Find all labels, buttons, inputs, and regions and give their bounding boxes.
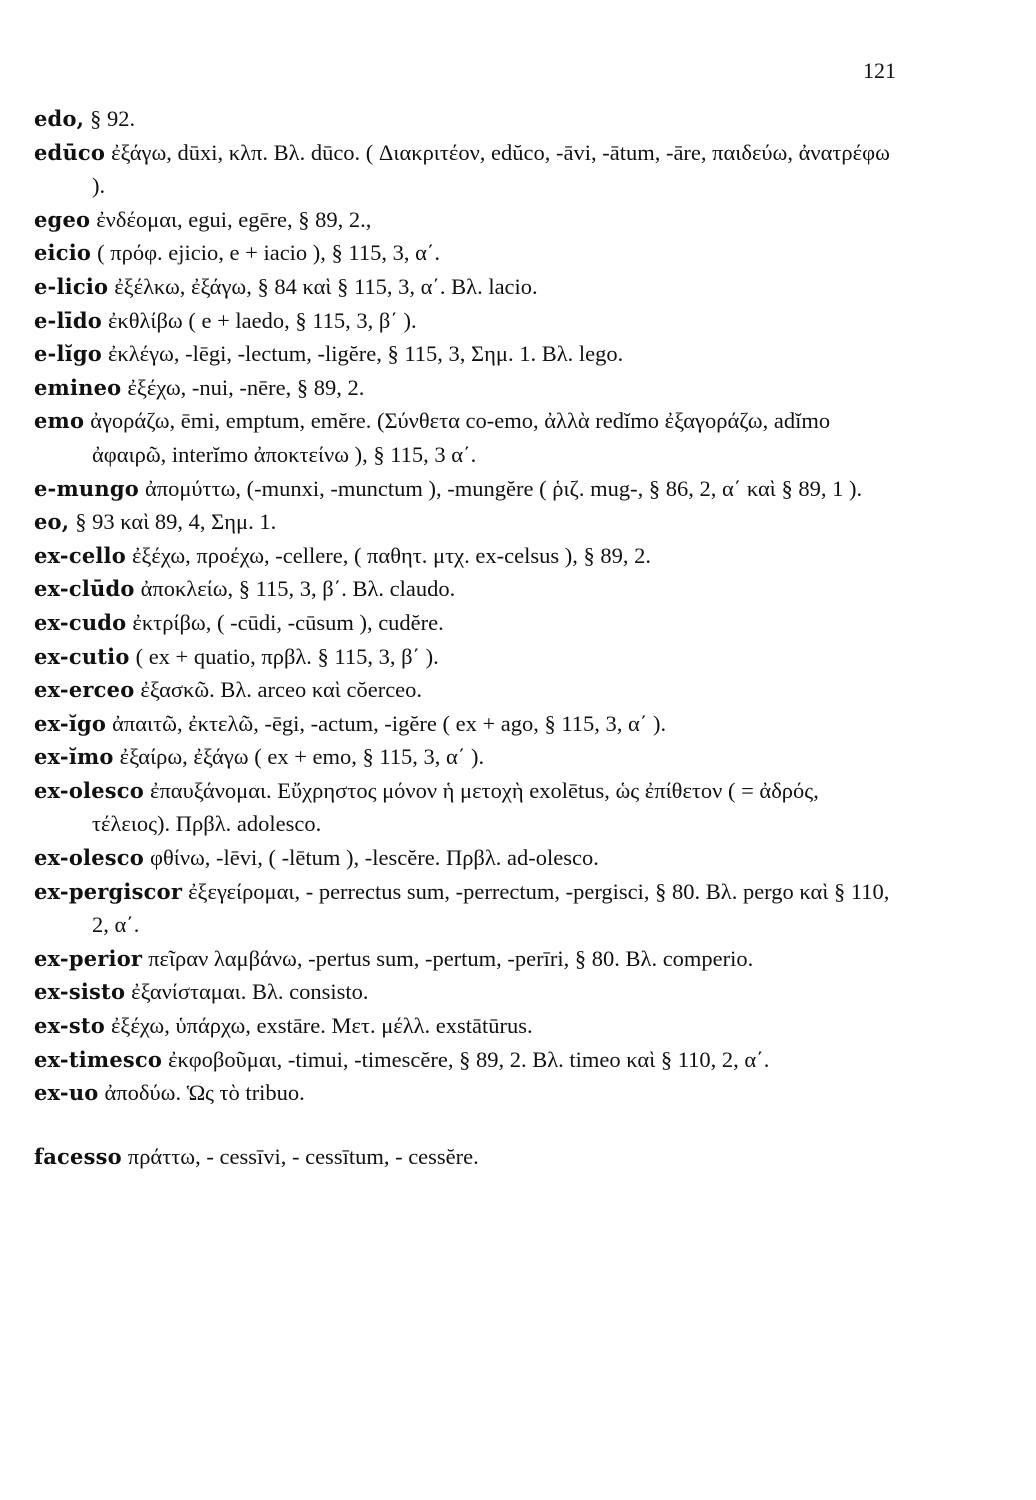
- headword: ex-sto: [34, 1013, 105, 1039]
- entry-ex-olesco-1: [34, 774, 900, 841]
- entry-eo: [34, 505, 900, 539]
- entry-ex-perior: [34, 942, 900, 976]
- entry-ex-cludo: [34, 572, 900, 606]
- headword: ex-clūdo: [34, 576, 135, 602]
- entry-ex-sto: [34, 1009, 900, 1043]
- entry-e-licio: [34, 270, 900, 304]
- headword: ex-cello: [34, 542, 126, 568]
- definition: ἐξασκῶ. Βλ. arceo καὶ cŏerceo.: [140, 677, 423, 703]
- headword: eicio: [34, 240, 92, 266]
- headword: ex-cutio: [34, 643, 130, 669]
- entry-ex-cello: [34, 539, 900, 573]
- definition: ἀγοράζω, ēmi, emptum, emĕre. (Σύνθετα co-emo, ἀλλὰ redĭmo ἐξαγοράζω, adĭmo ἀφαιρῶ, interĭmo ἀποκτείνω ), § 115, 3 α΄.: [90, 408, 831, 467]
- definition: ἀπαιτῶ, ἐκτελῶ, -ēgi, -actum, -igĕre ( ex + ago, § 115, 3, α΄ ).: [112, 710, 667, 736]
- headword: ex-cudo: [34, 609, 127, 635]
- entry-e-ligo: [34, 337, 900, 371]
- entry-ex-sisto: [34, 975, 900, 1009]
- headword: ex-erceo: [34, 677, 135, 703]
- entry-ex-igo: [34, 707, 900, 741]
- entry-ex-cutio: [34, 640, 900, 674]
- definition: ἐκλέγω, -lēgi, -lectum, -ligĕre, § 115, 3, Σημ. 1. Βλ. lego.: [107, 341, 624, 367]
- entry-facesso: [34, 1140, 900, 1174]
- definition: ἀποδύω. Ὡς τὸ tribuo.: [104, 1080, 305, 1106]
- definition: ἀποκλείω, § 115, 3, β΄. Βλ. claudo.: [140, 576, 456, 602]
- headword: ex-olesco: [34, 845, 144, 871]
- entry-ex-imo: [34, 740, 900, 774]
- headword: ex-ĭmo: [34, 744, 114, 770]
- headword: edūco: [34, 139, 106, 165]
- definition: ἐξέχω, ὑπάρχω, exstāre. Μετ. μέλλ. exstātūrus.: [110, 1013, 533, 1039]
- definition: ἐξάγω, dūxi, κλπ. Βλ. dūco. ( Διακριτέον, edŭco, -āvi, -ātum, -āre, παιδεύω, ἀνατρέφω ).: [92, 139, 890, 199]
- entry-emineo: [34, 371, 900, 405]
- headword: emo: [34, 408, 85, 434]
- definition: ἀπομύττω, (-munxi, -munctum ), -mungĕre ( ῥιζ. mug-, § 86, 2, α΄ καὶ § 89, 1 ).: [144, 475, 863, 501]
- entry-ex-cudo: [34, 606, 900, 640]
- definition: ἐξέχω, προέχω, -cellere, ( παθητ. μτχ. ex-celsus ), § 89, 2.: [131, 542, 651, 568]
- headword: egeo: [34, 206, 91, 232]
- headword: edo,: [34, 106, 85, 131]
- entry-e-lido: [34, 304, 900, 338]
- headword: ex-uo: [34, 1080, 99, 1106]
- entry-ex-timesco: [34, 1043, 900, 1077]
- definition: ἐξέλκω, ἐξάγω, § 84 καὶ § 115, 3, α΄. Βλ. lacio.: [114, 273, 538, 299]
- definition: ἐξανίσταμαι. Βλ. consisto.: [131, 979, 369, 1005]
- definition: ἐπαυξάνομαι. Εὔχρηστος μόνον ἡ μετοχὴ exolētus, ὡς ἐπίθετον ( = ἀδρός, τέλειος). Πρβλ. adolesco.: [92, 777, 819, 837]
- definition: ἐκφοβοῦμαι, -timui, -timescĕre, § 89, 2. Βλ. timeo καὶ § 110, 2, α΄.: [168, 1046, 770, 1072]
- entry-ex-erceo: [34, 673, 900, 707]
- headword: e-lĭgo: [34, 341, 102, 367]
- definition: § 93 καὶ 89, 4, Σημ. 1.: [75, 509, 277, 535]
- dictionary-entries: [34, 102, 900, 1173]
- definition: ἐκτρίβω, ( -cūdi, -cūsum ), cudĕre.: [132, 609, 444, 635]
- headword: ex-sisto: [34, 979, 126, 1005]
- definition: ἐξέχω, -nui, -nēre, § 89, 2.: [127, 374, 365, 400]
- headword: emineo: [34, 374, 122, 400]
- headword: ex-pergiscor: [34, 878, 183, 904]
- headword: ex-perior: [34, 945, 143, 971]
- definition: πεῖραν λαμβάνω, -pertus sum, -pertum, -perīri, § 80. Βλ. comperio.: [148, 945, 754, 971]
- headword: ex-ĭgo: [34, 710, 107, 736]
- entry-e-mungo: [34, 472, 900, 506]
- entry-ex-olesco-2: [34, 841, 900, 875]
- headword: eo,: [34, 509, 70, 535]
- headword: e-licio: [34, 273, 109, 299]
- headword: facesso: [34, 1143, 122, 1169]
- entry-ex-pergiscor: [34, 875, 900, 942]
- page-number: 121: [863, 58, 896, 83]
- definition: ἐνδέομαι, egui, egēre, § 89, 2.,: [96, 206, 372, 232]
- headword: ex-olesco: [34, 777, 144, 803]
- definition: § 92.: [90, 106, 136, 131]
- entry-ex-uo: [34, 1076, 900, 1110]
- entry-educo: [34, 136, 900, 203]
- definition: ἐξαίρω, ἐξάγω ( ex + emo, § 115, 3, α΄ ).: [119, 744, 485, 770]
- definition: φθίνω, -lēvi, ( -lētum ), -lescĕre. Πρβλ. ad-olesco.: [150, 845, 599, 871]
- entry-eicio: [34, 236, 900, 270]
- entry-emo: [34, 404, 900, 471]
- headword: ex-timesco: [34, 1046, 163, 1072]
- entry-egeo: [34, 203, 900, 237]
- entry-edo: [34, 102, 900, 136]
- definition: ( ex + quatio, πρβλ. § 115, 3, β΄ ).: [135, 643, 439, 669]
- definition: ἐκθλίβω ( e + laedo, § 115, 3, β΄ ).: [107, 307, 417, 333]
- definition: πράττω, - cessīvi, - cessītum, - cessĕre.: [127, 1143, 479, 1169]
- definition: ( πρόφ. ejicio, e + iacio ), § 115, 3, α΄.: [97, 240, 440, 266]
- headword: e-līdo: [34, 307, 102, 333]
- definition: ἐξεγείρομαι, - perrectus sum, -perrectum, -pergisci, § 80. Βλ. pergo καὶ § 110, 2, α΄.: [92, 878, 890, 938]
- headword: e-mungo: [34, 475, 139, 501]
